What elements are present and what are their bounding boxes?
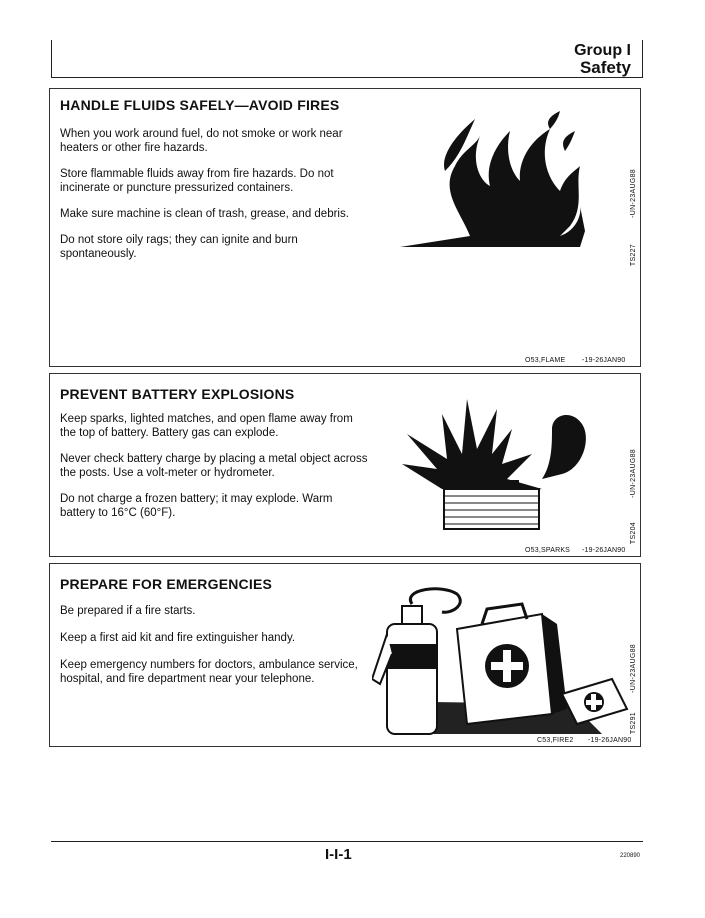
section-paragraph: Do not charge a frozen battery; it may explode. Warm battery to 16°C (60°F). [60, 493, 333, 519]
battery-explosion-icon [402, 394, 602, 544]
section-paragraph: Store flammable fluids away from fire hazards. Do not incinerate or puncture pressurized containers. [60, 168, 334, 194]
section-paragraph: Never check battery charge by placing a metal object across the posts. Use a volt-meter or hydrometer. [60, 453, 368, 479]
section-paragraph: Keep sparks, lighted matches, and open flame away from the top of battery. Battery gas can explode. [60, 413, 353, 439]
side-code-bottom: TS227 [630, 244, 637, 267]
extinguisher-first-aid-icon [372, 584, 632, 739]
doc-code: 220890 [620, 853, 641, 859]
section-emergencies [49, 563, 641, 747]
side-code-bottom: TS291 [630, 712, 637, 735]
section-paragraph: Do not store oily rags; they can ignite and burn spontaneously. [60, 234, 298, 260]
side-code-top: -UN-23AUG88 [630, 449, 637, 498]
footer-id: O53,SPARKS [525, 547, 571, 554]
footer-date: -19-26JAN90 [582, 357, 626, 364]
header-bottom-rule [51, 77, 643, 78]
section-fluids-fire [49, 88, 641, 367]
section-paragraph: Keep emergency numbers for doctors, ambulance service, hospital, and fire department near your telephone. [60, 659, 358, 685]
section-paragraph: Be prepared if a fire starts. [60, 605, 196, 617]
footer-id: C53,FIRE2 [537, 737, 574, 744]
group-label: Group I [574, 42, 631, 59]
section-title: HANDLE FLUIDS SAFELY—AVOID FIRES [60, 97, 340, 113]
section-battery [49, 373, 641, 557]
footer-rule [51, 841, 643, 842]
page-number: I-I-1 [325, 846, 352, 863]
footer-date: -19-26JAN90 [588, 737, 632, 744]
side-code-top: -UN-23AUG88 [630, 644, 637, 693]
side-code-top: -UN-23AUG88 [630, 169, 637, 218]
section-paragraph: Make sure machine is clean of trash, grease, and debris. [60, 208, 349, 220]
section-title: PREVENT BATTERY EXPLOSIONS [60, 386, 295, 402]
section-paragraph: When you work around fuel, do not smoke or work near heaters or other fire hazards. [60, 128, 343, 154]
group-subject: Safety [579, 58, 631, 77]
fire-flames-icon [400, 111, 630, 251]
section-title: PREPARE FOR EMERGENCIES [60, 576, 273, 592]
footer-id: O53,FLAME [525, 357, 566, 364]
header-right-rule [642, 40, 643, 77]
section-paragraph: Keep a first aid kit and fire extinguisher handy. [60, 632, 296, 644]
side-code-bottom: TS204 [630, 522, 637, 545]
header-left-rule [51, 40, 52, 77]
footer-date: -19-26JAN90 [582, 547, 626, 554]
